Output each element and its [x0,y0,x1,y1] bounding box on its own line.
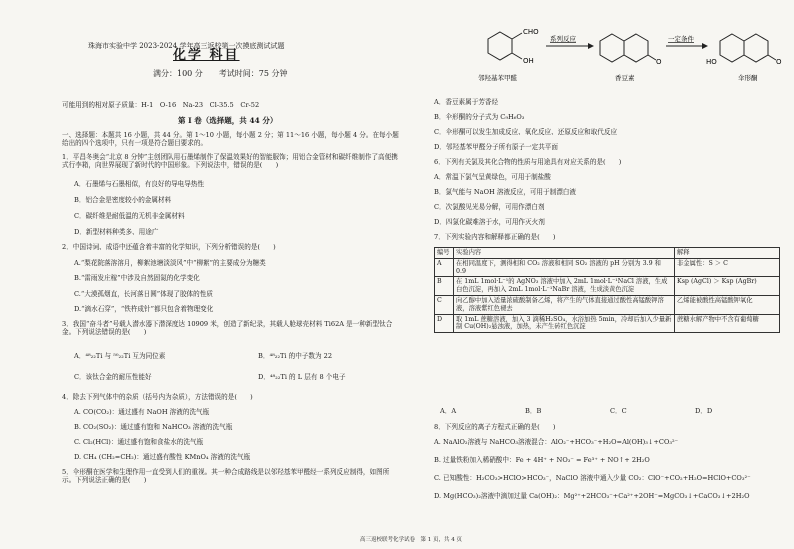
q8-stem: 8．下列反应的离子方程式正确的是( ) [434,423,556,431]
q4-option-a: A. CO(CO₂)：通过盛有 NaOH 溶液的洗气瓶 [74,408,210,416]
q7-choice-c: C．C [610,407,627,415]
q2-option-d: D.“滴水石穿”，“铁杵成针”都只包含着物理变化 [74,305,214,313]
row-explanation: Ksp (AgCl) ＞ Ksp (AgBr) [675,277,780,296]
row-content: 取 1mL 蔗糖溶液，加入 3 滴稀H₂SO₄，水浴加热 5min，冷却后加入少量新制 Cu(OH)₂悬浊液，加热，未产生砖红色沉淀 [454,314,675,333]
q1-option-b: B．铝合金是密度较小的金属材料 [74,196,172,204]
q7-choice-d: D．D [695,407,713,415]
row-explanation: 乙烯能被酸性高锰酸钾氧化 [675,295,780,314]
q4-stem: 4．除去下列气体中的杂质（括号内为杂质），方法错误的是( ) [62,393,253,401]
q2-stem: 2．中国诗词、成语中还蕴含着丰富的化学知识，下列分析错误的是( ) [62,243,276,251]
reactant-name: 邻羟基苯甲醛 [478,74,517,82]
q3-option-d: D．⁴⁸₂₂Ti 的 L 层有 8 个电子 [258,373,346,381]
q3-option-c: C．该钛合金的耐压性能好 [74,373,152,381]
row-content: 向乙醇中加入适量浓硫酸制备乙烯，将产生的气体直接通过酸性高锰酸钾溶液，溶液紫红色褪去 [454,295,675,314]
cho-label: CHO [523,28,539,36]
q7-choice-b: B．B [525,407,542,415]
arrow-1-label: 系列反应 [550,35,576,43]
q2-option-b: B.“雷雨发庄稼”中涉及自然固氮的化学变化 [74,274,200,282]
reactant-structure [488,28,539,65]
q5-option-c: C．伞形酮可以发生加成反应、氧化反应、还原反应和取代反应 [434,128,618,136]
product-name: 伞形酮 [738,74,758,82]
q8-option-d: D. Mg(HCO₃)₂溶液中滴加过量 Ca(OH)₂：Mg²⁺+2HCO₃⁻+Ca²⁺+2OH⁻=MgCO₃↓+CaCO₃↓+2H₂O [434,492,750,500]
synthesis-scheme [470,14,790,84]
product-carbonyl-o: O [776,58,782,66]
arrow-1-head [588,43,594,49]
subject-title: 化学 科目 [173,48,240,63]
q6-option-d: D．四氯化碳难溶于水，可用作灭火剂 [434,218,545,226]
q7-choice-a: A．A [440,407,457,415]
section-title: 第 I 卷（选择题，共 44 分） [178,116,278,125]
table-row [435,258,780,277]
q4-option-b: B. CO₂(SO₂)：通过盛有饱和 NaHCO₃ 溶液的洗气瓶 [74,423,233,431]
q1-stem: 1．平昌冬奥会“北京 8 分钟”主创团队用石墨烯制作了保温效果好的智能服饰；用铝合金管材和碳纤维制作了高便携式行李箱，向世界展现了新时代的中国形象。下列说法中，错误的是( ) [62,153,398,169]
q4-option-c: C. Cl₂(HCl)：通过盛有饱和食盐水的洗气瓶 [74,438,204,446]
q3-option-a: A．⁴⁸₂₂Ti 与 ⁵⁰₂₂Ti 互为同位素 [74,352,166,360]
umbelliferone-structure [706,34,782,66]
q2-option-a: A.“梨花院落溶溶月，柳絮池塘淡淡风”中“柳絮”的主要成分为糖类 [74,259,266,267]
q7-experiment-table [434,247,780,333]
q1-option-d: D．新型材料种类多、用途广 [74,228,159,236]
q5-stem: 5．伞形酮在医学和生理作用一直受到人们的重视。其一种合成路线是以邻羟基苯甲醛经一系列反应制得，如图所示。下列说法正确的是( ) [62,468,390,484]
q8-option-c: C. 已知酸性：H₂CO₃>HClO>HCO₃⁻，NaClO 溶液中通入少量 CO₂：ClO⁻+CO₂+H₂O=HClO+CO₃²⁻ [434,474,751,482]
arrow-2-head [702,43,708,49]
header-explanation: 解释 [675,248,780,259]
q5-option-d: D．邻羟基苯甲醛分子所有原子一定共平面 [434,143,558,151]
q3-stem: 3．我国“奋斗者”号载人潜水器下潜深度达 10909 米，创造了新纪录，其载人舱球壳材料 Ti62A 是一种新型钛合金。下列说法错误的是( ) [62,320,393,336]
q3-option-b: B．⁴⁸₂₂Ti 的中子数为 22 [258,352,333,360]
row-explanation: 非金属性：S ＞ C [675,258,780,277]
ho-label: HO [706,58,717,66]
q1-option-c: C．碳纤维是耐低温的无机非金属材料 [74,212,185,220]
q6-option-c: C．次氯酸见光易分解，可用作漂白剂 [434,203,545,211]
row-explanation: 蔗糖水解产物中不含有葡萄糖 [675,314,780,333]
table-row [435,277,780,296]
page-footer: 高三返校联考化学试卷 第 1 页，共 4 页 [360,537,462,543]
arrow-2-label: 一定条件 [668,35,694,43]
carbonyl-o: O [656,58,662,66]
header-id: 编号 [435,248,454,259]
row-id: B [435,277,454,296]
table-header-row [435,248,780,259]
oh-label: OH [523,57,534,65]
q8-option-b: B. 过量铁粉加入稀硝酸中：Fe + 4H⁺ + NO₃⁻ = Fe³⁺ + NO↑+ 2H₂O [434,456,650,464]
q6-option-b: B．氯气能与 NaOH 溶液反应，可用于制漂白液 [434,188,576,196]
row-id: A [435,258,454,277]
q4-option-d: D. CH₄ (CH₂=CH₂)：通过盛有酸性 KMnO₄ 溶液的洗气瓶 [74,453,251,461]
table-row [435,314,780,333]
q8-option-a: A. NaAlO₂溶液与 NaHCO₃溶液混合：AlO₂⁻+HCO₃⁻+H₂O=Al(OH)₃↓+CO₃²⁻ [434,438,679,446]
header-content: 实验内容 [454,248,675,259]
mid-name: 香豆素 [615,74,635,82]
exam-header-line: 珠海市实验中学 2023-2024 学年高三返校第一次摸底测试试题 [88,42,285,50]
q1-option-a: A．石墨烯与石墨相似，有良好的导电导热性 [74,180,205,188]
q6-option-a: A．常温下氯气呈黄绿色，可用于制盐酸 [434,173,551,181]
coumarin-structure [600,34,662,66]
row-content: 在 1mL 1mol·L⁻¹的 AgNO₃ 溶液中加入 2mL 1mol·L⁻¹NaCl 溶液，生成白色沉淀，再加入 2mL 1mol·L⁻¹NaBr 溶液，生成淡黄色沉淀 [454,277,675,296]
q5-option-a: A．香豆素属于芳香烃 [434,98,499,106]
table-row [435,295,780,314]
q6-stem: 6．下列有关氯及其化合物的性质与用途具有对应关系的是( ) [434,158,622,166]
q2-option-c: C.“大漠孤烟直，长河落日圆”体现了胶体的性质 [74,290,213,298]
q7-stem: 7．下列实验内容和解释都正确的是( ) [434,233,556,241]
row-content: 在相同温度下，测得相和 CO₂ 溶液和相同 SO₂ 溶液的 pH 分别为 3.9 和 0.9 [454,258,675,277]
score-time: 满分：100 分 考试时间：75 分钟 [153,69,288,78]
row-id: D [435,314,454,333]
row-id: C [435,295,454,314]
section-intro: 一、选择题：本题共 16 小题，共 44 分。第 1～10 小题，每小题 2 分；第 11～16 小题，每小题 4 分。在每小题给出的四个选项中，只有一项是符合题目要求的。 [62,131,399,147]
atomic-masses: 可能用到的相对原子质量：H-1 O-16 Na-23 Cl-35.5 Cr-52 [62,101,260,109]
q5-option-b: B．伞形酮的分子式为 C₉H₆O₃ [434,113,525,121]
